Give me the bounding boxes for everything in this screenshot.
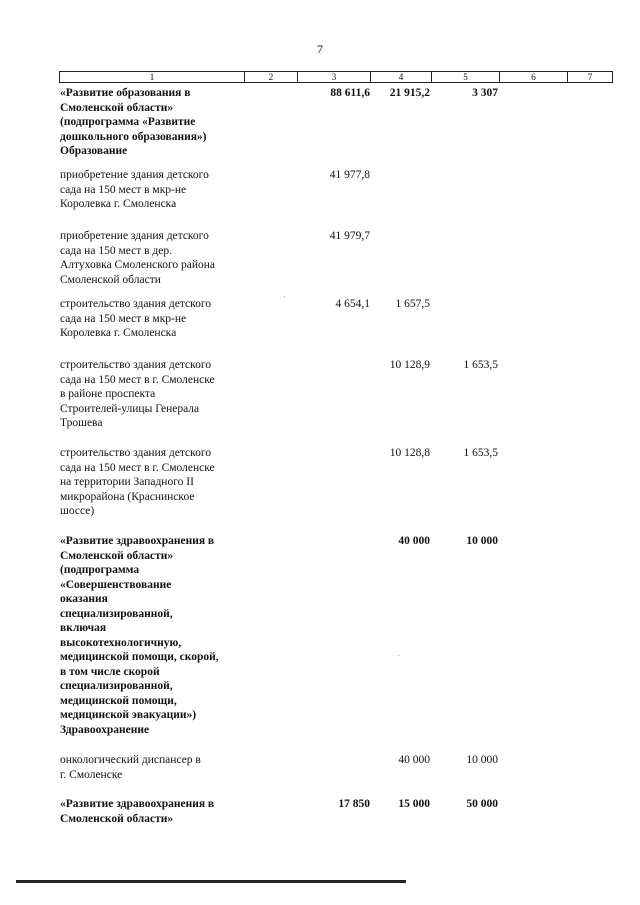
value-col5: 1 653,5 [463, 359, 498, 371]
value-col4: 21 915,2 [389, 87, 430, 99]
header-cell-1: 1 [60, 72, 245, 82]
value-col4: 40 000 [398, 754, 430, 766]
header-cell-4: 4 [371, 72, 432, 82]
value-col3: 41 979,7 [329, 230, 370, 242]
header-cell-3: 3 [298, 72, 371, 82]
header-cell-2: 2 [245, 72, 298, 82]
value-col5: 1 653,5 [463, 447, 498, 459]
row-name: онкологический диспансер в г. Смоленске [60, 754, 201, 781]
scan-speck [284, 296, 285, 297]
row-name: «Развитие здравоохранения в Смоленской области» [60, 798, 215, 825]
row-name: строительство здания детского сада на 150 мест в г. Смоленске в районе проспекта Строителей-улицы Генерала Трошева [60, 359, 215, 429]
bottom-rule [16, 880, 406, 883]
value-col3: 4 654,1 [335, 298, 370, 310]
table-header-row [59, 71, 613, 83]
header-cell-6: 6 [500, 72, 568, 82]
page-number: 7 [317, 42, 323, 56]
value-col3: 41 977,8 [329, 169, 370, 181]
row-name: строительство здания детского сада на 150 мест в мкр-не Королевка г. Смоленска [60, 298, 212, 339]
row-name: приобретение здания детского сада на 150 мест в дер. Алтуховка Смоленского района Смоленской области [60, 230, 216, 286]
value-col5: 10 000 [466, 754, 498, 766]
value-col4: 15 000 [398, 798, 430, 810]
value-col5: 50 000 [466, 798, 498, 810]
value-col5: 3 307 [472, 87, 498, 99]
row-name: «Развитие здравоохранения в Смоленской области» (подпрограмма «Совершенствование оказания специализированной, включая высокотехнологичную, медицинской помощи, скорой, в том числе скорой специализированной, медицинской помощи, медицинской эвакуации») Здравоохранение [60, 535, 219, 736]
header-cell-7: 7 [587, 72, 593, 82]
value-col3: 17 850 [338, 798, 370, 810]
value-col4: 40 000 [398, 535, 430, 547]
scan-speck [398, 655, 399, 656]
value-col4: 10 128,9 [389, 359, 430, 371]
value-col5: 10 000 [466, 535, 498, 547]
value-col4: 1 657,5 [395, 298, 430, 310]
row-name: приобретение здания детского сада на 150 мест в мкр-не Королевка г. Смоленска [60, 169, 209, 210]
row-name: «Развитие образования в Смоленской области» (подпрограмма «Развитие дошкольного образования») Образование [60, 87, 207, 157]
value-col4: 10 128,8 [389, 447, 430, 459]
value-col3: 88 611,6 [330, 87, 370, 99]
row-name: строительство здания детского сада на 150 мест в г. Смоленске на территории Западного II микрорайона (Краснинское шоссе) [60, 447, 215, 517]
header-cell-5: 5 [432, 72, 500, 82]
